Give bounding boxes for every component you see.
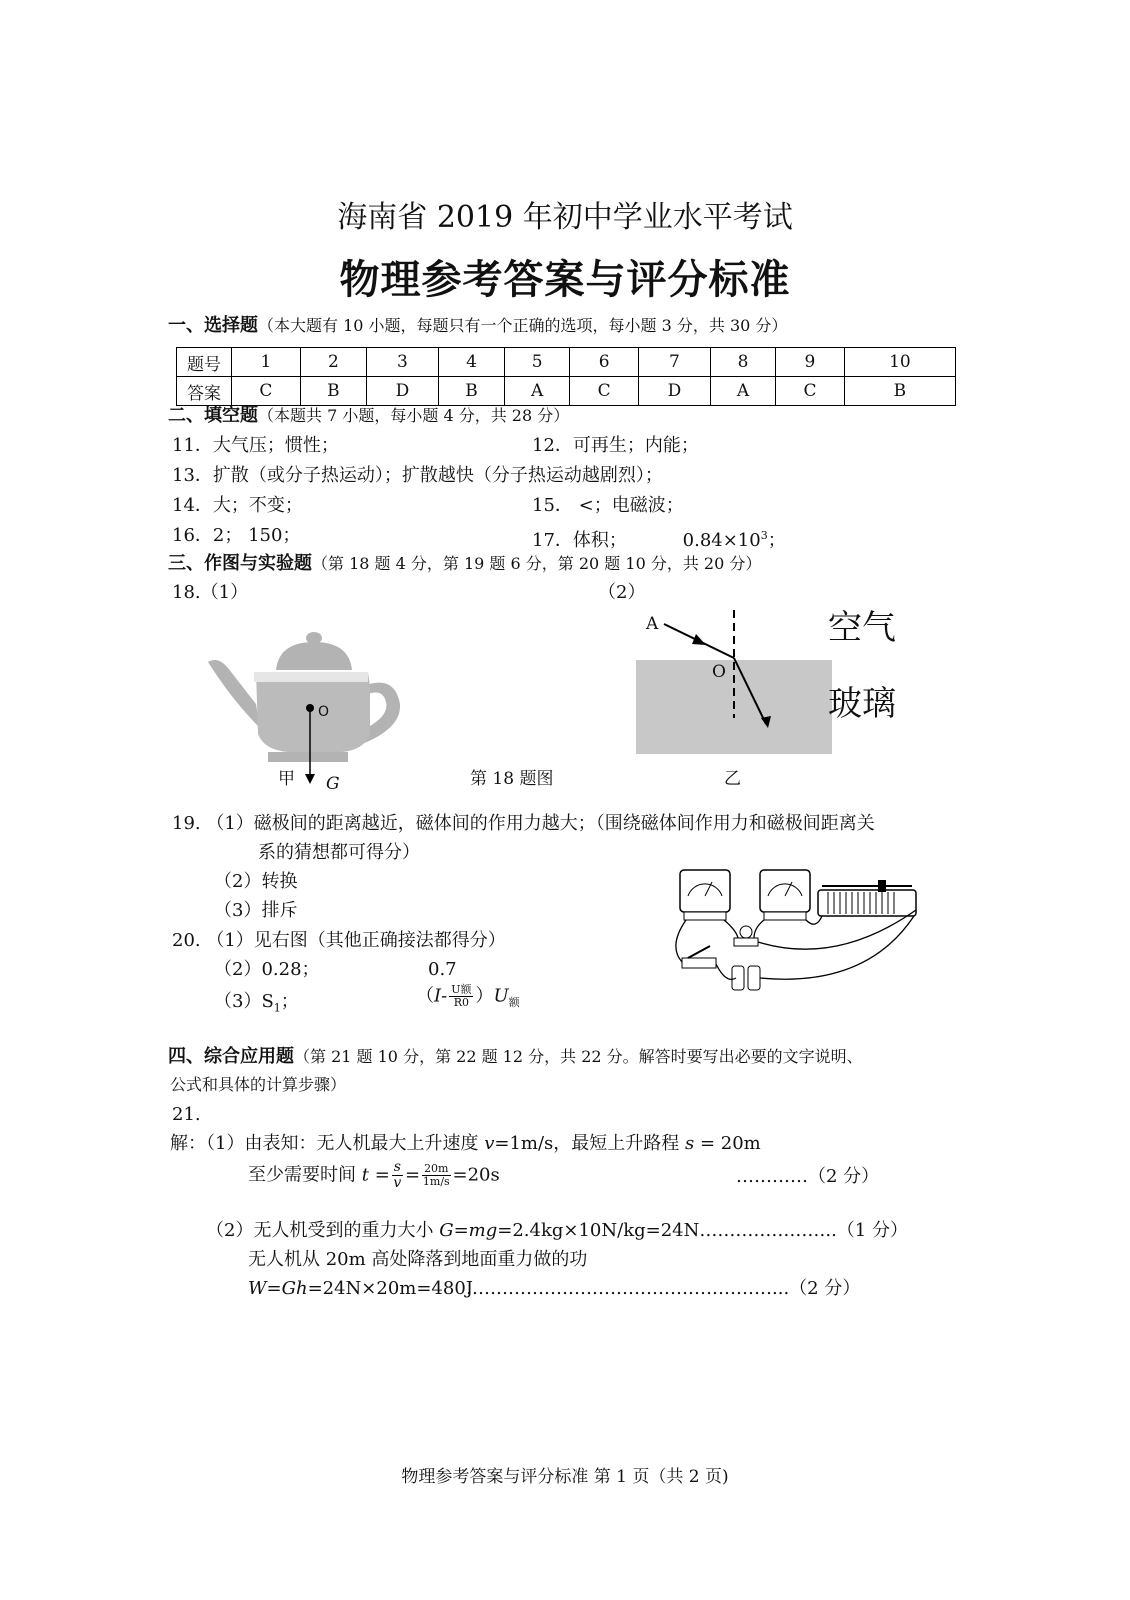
section1-heading: 一、选择题 bbox=[168, 315, 258, 336]
answer-11: 11．大气压；惯性； bbox=[172, 435, 339, 456]
formula-fraction bbox=[449, 984, 473, 1009]
cell-number: 8 bbox=[710, 348, 775, 377]
row-label-number: 题号 bbox=[177, 348, 232, 377]
time-eq2: = bbox=[404, 1164, 421, 1186]
answer-21-part1-b: =1m/s，最短上升路程 bbox=[494, 1133, 685, 1154]
answer-20-part3-s-sub: 1 bbox=[273, 1001, 281, 1015]
teapot-base bbox=[268, 752, 348, 762]
time-value-num: 20m bbox=[424, 1162, 449, 1175]
exam-title: 海南省 2019 年初中学业水平考试 bbox=[337, 200, 793, 235]
time-fraction-num: s bbox=[393, 1159, 401, 1175]
answer-15: 15． <；电磁波； bbox=[532, 495, 684, 516]
answer-20-part2a: （2）0.28； bbox=[214, 959, 320, 980]
section3-heading-line bbox=[168, 552, 761, 576]
time-fraction-den: v bbox=[393, 1175, 402, 1191]
answer-21-part2-a: （2）无人机受到的重力大小 bbox=[206, 1220, 440, 1241]
section2-heading-line bbox=[168, 404, 569, 428]
gravity-G-label: G bbox=[326, 774, 340, 794]
answer-18-part2-label: （2） bbox=[598, 582, 646, 603]
cell-number: 6 bbox=[570, 348, 639, 377]
cell-answer: D bbox=[367, 377, 439, 406]
answer-20-part2b: 0.7 bbox=[428, 959, 457, 980]
answer-16: 16．2； 150； bbox=[172, 525, 301, 546]
figure-caption: 第 18 题图 bbox=[470, 769, 554, 789]
section3-heading: 三、作图与实验题 bbox=[168, 553, 312, 574]
answer-20-part3a bbox=[214, 990, 299, 1021]
figure-jia-label: 甲 bbox=[278, 769, 295, 789]
section1-heading-line bbox=[168, 314, 787, 338]
teapot-spout bbox=[208, 660, 260, 728]
section4-note-cont: 公式和具体的计算步骤） bbox=[170, 1075, 347, 1094]
time-value-fraction bbox=[422, 1163, 450, 1188]
document-subtitle: 物理参考答案与评分标准 bbox=[339, 256, 791, 303]
section2-heading: 二、填空题 bbox=[168, 405, 258, 426]
score-part2: ……………………………………………...（2 分） bbox=[466, 1278, 861, 1299]
var-s: s bbox=[685, 1133, 695, 1154]
cell-number: 7 bbox=[639, 348, 711, 377]
answer-21-work bbox=[248, 1277, 473, 1301]
answer-20-part1: 20. （1）见右图（其他正确接法都得分） bbox=[172, 930, 506, 951]
teapot-shoulder bbox=[254, 672, 368, 682]
answer-14: 14．大；不变； bbox=[172, 495, 303, 516]
answer-21-part2-cont: 无人机从 20m 高处降落到地面重力做的功 bbox=[248, 1249, 588, 1270]
work-value: =24N×20m=480J bbox=[307, 1278, 474, 1299]
formula-G-mg: G=mg bbox=[439, 1220, 498, 1241]
page-footer: 物理参考答案与评分标准 第 1 页（共 2 页) bbox=[401, 1467, 729, 1487]
cell-number: 9 bbox=[776, 348, 845, 377]
cell-number: 1 bbox=[232, 348, 301, 377]
glass-label: 玻璃 bbox=[828, 684, 896, 724]
answer-13: 13．扩散（或分子热运动）；扩散越快（分子热运动越剧烈）； bbox=[172, 465, 663, 486]
teapot-body bbox=[256, 672, 370, 752]
answer-19-part1: 19. （1）磁极间的距离越近，磁体间的作用力越大；（围绕磁体间作用力和磁极间距离关 bbox=[172, 813, 875, 834]
var-v: v bbox=[484, 1133, 495, 1154]
answer-21-part2 bbox=[206, 1219, 908, 1243]
answer-17-exponent: 3 bbox=[760, 529, 768, 542]
answer-18-part1-label: 18.（1） bbox=[172, 582, 249, 603]
formula-W-Gh: W=Gh bbox=[248, 1278, 308, 1299]
voltmeter-icon bbox=[760, 870, 810, 920]
section3-note: （第 18 题 4 分，第 19 题 6 分，第 20 题 10 分，共 20 分） bbox=[312, 554, 762, 573]
refraction-figure bbox=[630, 608, 840, 758]
answer-table bbox=[176, 347, 956, 406]
answer-19-part3: （3）排斥 bbox=[214, 900, 298, 921]
circuit-figure bbox=[666, 866, 930, 998]
answer-17 bbox=[532, 524, 786, 553]
answer-20-part3-semi: ； bbox=[280, 991, 299, 1012]
ammeter-icon bbox=[680, 870, 730, 920]
answer-table-row-numbers bbox=[177, 348, 956, 377]
answer-21-part1-c: = 20m bbox=[694, 1133, 761, 1154]
cell-number: 3 bbox=[367, 348, 439, 377]
teapot-figure bbox=[204, 628, 414, 798]
answer-12: 12．可再生；内能； bbox=[532, 435, 699, 456]
answer-20-part3-s: （3）S bbox=[214, 991, 274, 1012]
cell-answer: C bbox=[776, 377, 845, 406]
incident-ray-arrowhead bbox=[692, 634, 706, 645]
answer-20-part3-formula bbox=[416, 984, 520, 1015]
formula-I: I- bbox=[434, 985, 448, 1007]
switch-icon bbox=[682, 946, 716, 968]
score-part1: …………（2 分） bbox=[736, 1166, 880, 1187]
answer-21-part1-time bbox=[248, 1160, 500, 1191]
answer-17-part-a: 17．体积； bbox=[532, 530, 627, 551]
formula-close-paren: ） bbox=[475, 985, 494, 1007]
section2-note: （本题共 7 小题，每小题 4 分，共 28 分） bbox=[258, 406, 570, 425]
cell-answer: A bbox=[710, 377, 775, 406]
var-t: t bbox=[361, 1164, 369, 1186]
section4-heading-line bbox=[168, 1045, 863, 1069]
formula-U: U bbox=[493, 985, 509, 1007]
cell-answer: D bbox=[639, 377, 711, 406]
time-result: =20s bbox=[452, 1164, 500, 1186]
time-text: 至少需要时间 bbox=[248, 1164, 362, 1186]
section4-heading: 四、综合应用题 bbox=[168, 1046, 294, 1067]
answer-19-part2: （2）转换 bbox=[214, 871, 298, 892]
formula-fraction-num: U额 bbox=[451, 983, 472, 996]
cell-number: 5 bbox=[505, 348, 570, 377]
answer-19-part1-cont: 系的猜想都可得分） bbox=[258, 842, 420, 863]
answer-21-label: 21. bbox=[172, 1104, 201, 1125]
teapot-point-O-label: O bbox=[318, 704, 330, 720]
battery-icon bbox=[732, 966, 760, 990]
formula-U-sub: 额 bbox=[508, 996, 520, 1010]
gravity-arrowhead bbox=[305, 774, 315, 784]
rheostat-icon bbox=[818, 880, 916, 916]
row-label-answer: 答案 bbox=[177, 377, 232, 406]
answer-21-part1-a: 解：（1）由表知：无人机最大上升速度 bbox=[170, 1133, 485, 1154]
teapot-lid bbox=[276, 642, 352, 670]
air-label: 空气 bbox=[828, 608, 896, 648]
formula-open-paren: （ bbox=[416, 985, 434, 1007]
cell-answer: C bbox=[570, 377, 639, 406]
answer-17-end: ； bbox=[767, 530, 786, 551]
figure-yi-label: 乙 bbox=[724, 769, 741, 789]
answer-21-part1 bbox=[170, 1132, 761, 1156]
answer-17-part-b: 0.84×10 bbox=[682, 530, 761, 551]
section1-note: （本大题有 10 小题，每题只有一个正确的选项，每小题 3 分，共 30 分） bbox=[258, 316, 788, 335]
cell-answer: B bbox=[844, 377, 955, 406]
section4-note: （第 21 题 10 分，第 22 题 12 分，共 22 分。解答时要写出必要的文字说明、 bbox=[294, 1047, 863, 1066]
cell-answer: B bbox=[300, 377, 366, 406]
time-value-den: 1m/s bbox=[422, 1175, 450, 1188]
formula-fraction-den: R0 bbox=[453, 996, 469, 1009]
answer-table-row-answers bbox=[177, 377, 956, 406]
cell-answer: B bbox=[438, 377, 504, 406]
time-eq: = bbox=[368, 1164, 390, 1186]
cell-number: 2 bbox=[300, 348, 366, 377]
cell-answer: C bbox=[232, 377, 301, 406]
cell-answer: A bbox=[505, 377, 570, 406]
time-fraction bbox=[392, 1160, 403, 1191]
ray-point-A-label: A bbox=[646, 614, 659, 634]
refraction-point-O-label: O bbox=[712, 662, 726, 682]
answer-21-part2-b: =2.4kg×10N/kg=24N…………………..（1 分） bbox=[497, 1220, 908, 1241]
cell-number: 4 bbox=[438, 348, 504, 377]
cell-number: 10 bbox=[844, 348, 955, 377]
